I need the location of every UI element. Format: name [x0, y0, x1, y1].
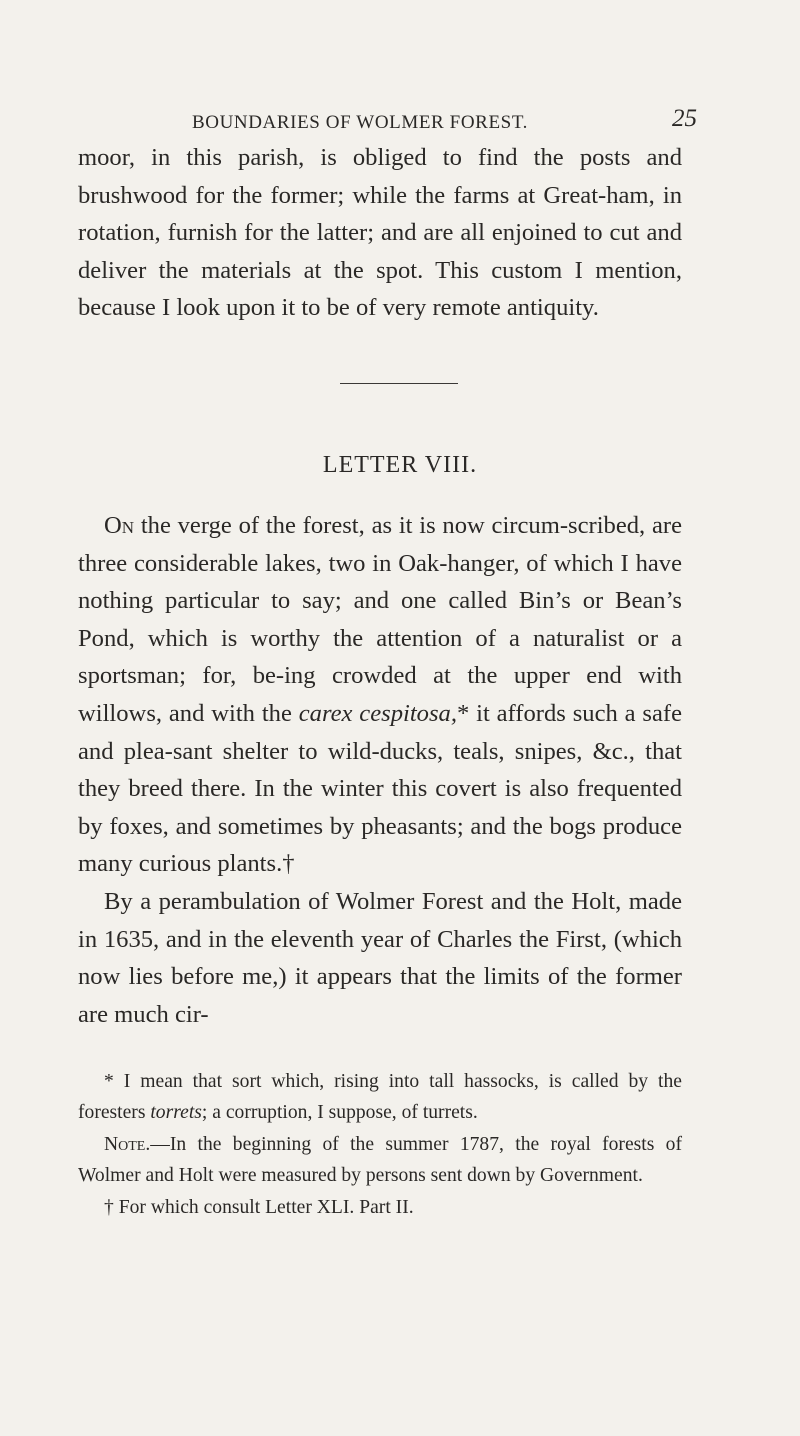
running-head	[0, 100, 800, 140]
letter-title: LETTER VIII.	[322, 452, 478, 478]
footnote-mark-2: †	[282, 850, 295, 878]
running-title: BOUNDARIES OF WOLMER FOREST.	[192, 112, 528, 133]
opening-word: On	[104, 512, 135, 539]
continuation-paragraph: moor, in this parish, is obliged to find the posts and brushwood for the former; while the farms at Great-ham, in rotation, furnish for the latter; and are all enjoined to cut and deliver the materials at the spot. This custom I mention, because I look upon it to be of very remote antiquity.	[78, 144, 682, 322]
footnote-note	[78, 1129, 682, 1192]
footnote-1-italic: torrets	[150, 1102, 202, 1124]
paragraph-text-a: the verge of the forest, as it is now circum-scribed, are three considerable lakes, two in Oak-hanger, of which I have nothing particular to say; and one called Bin’s or Bean’s Pond, which is worthy the attention of a naturalist or a sportsman; for, be-ing crowded at the upper end with willows, and with the	[78, 512, 682, 727]
paragraph-text-b: it affords such a safe and plea-sant shelter to wild-ducks, teals, snipes, &c., that they breed there. In the winter this covert is also frequented by foxes, and sometimes by pheasants; and the bogs produce many curious plants.	[78, 699, 682, 878]
footnote-1-text-b: ; a corruption, I suppose, of turrets.	[201, 1102, 478, 1124]
page-number: 25	[672, 105, 697, 132]
note-text: —In the beginning of the summer 1787, the royal forests of Wolmer and Holt were measured by persons sent down by Government.	[78, 1133, 682, 1187]
section-divider	[340, 383, 458, 384]
continuation-text	[78, 139, 682, 327]
footnotes	[78, 1066, 682, 1223]
footnote-mark-1: *	[456, 699, 470, 727]
note-label: Note.	[104, 1133, 151, 1155]
italic-term: carex cespitosa,	[298, 699, 457, 727]
letter-paragraph-1	[78, 507, 682, 883]
footnote-2: † For which consult Letter XLI. Part II.	[104, 1196, 414, 1218]
letter-paragraph-2: By a perambulation of Wolmer Forest and the Holt, made in 1635, and in the eleventh year of Charles the First, (which now lies before me,) it appears that the limits of the former are much cir-	[78, 887, 682, 1028]
letter-body	[78, 507, 682, 1033]
footnote-1-text-a: * I mean that sort which, rising into tall hassocks, is called by the foresters	[78, 1071, 682, 1124]
footnote-1	[78, 1066, 682, 1129]
